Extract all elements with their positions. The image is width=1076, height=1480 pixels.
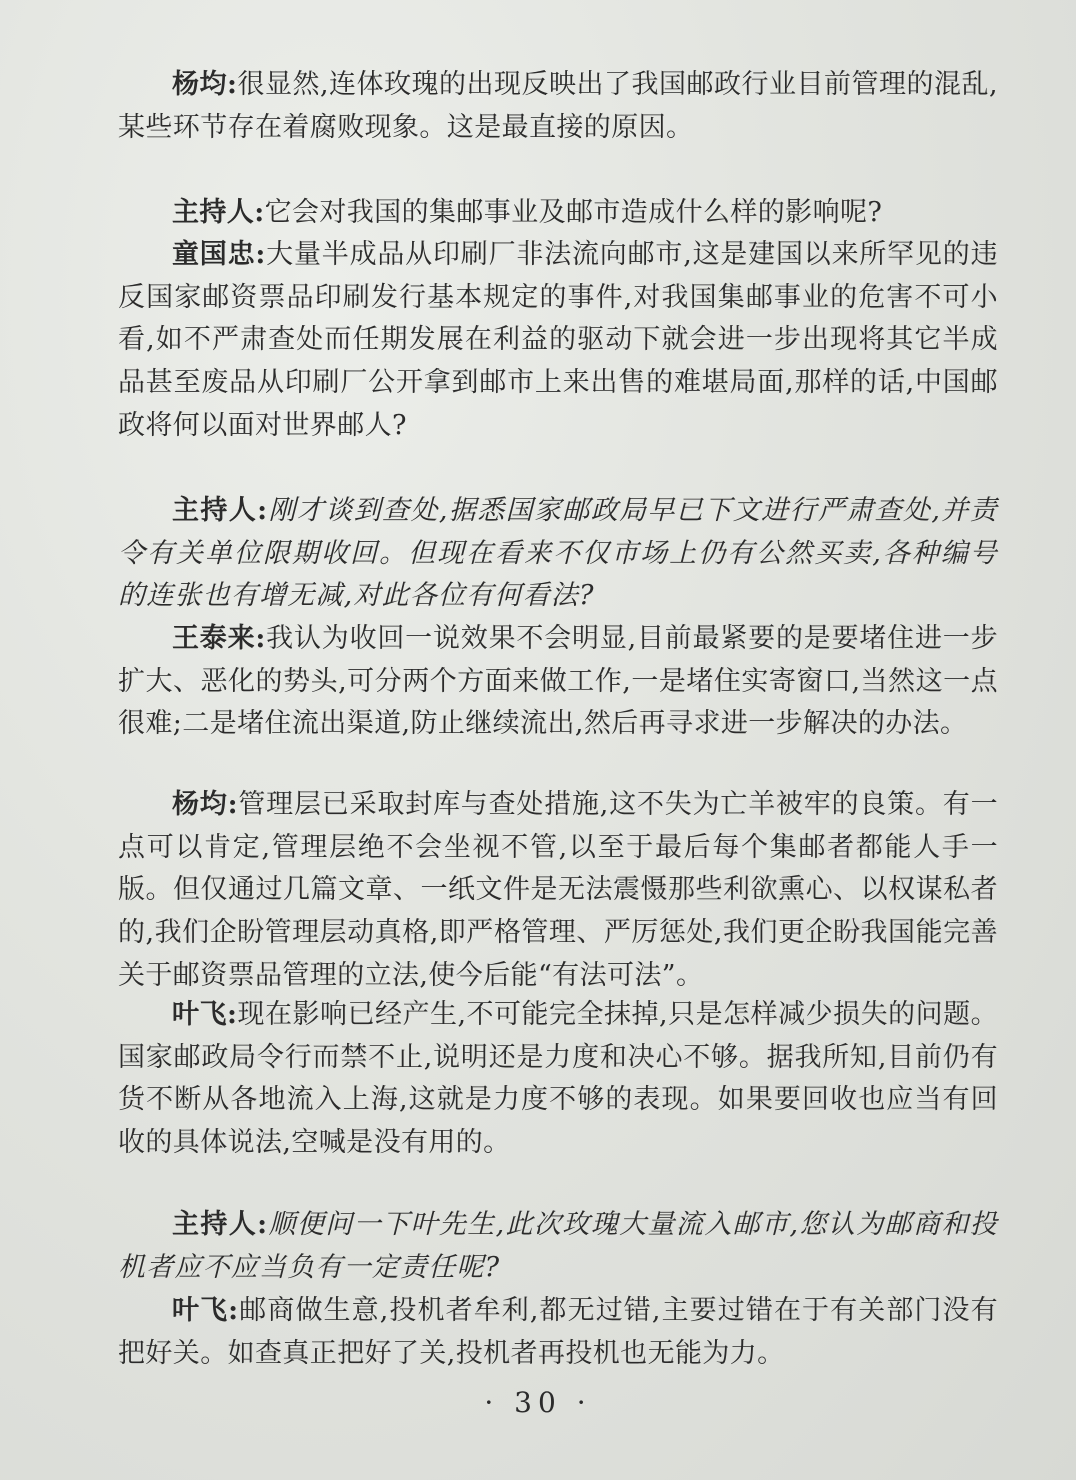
speaker-label: 叶飞: [172, 1295, 239, 1326]
paragraph-text: 我认为收回一说效果不会明显,目前最紧要的是要堵住进一步扩大、恶化的势头,可分两个方面来做工作,一是堵住实寄窗口,当然这一点很难;二是堵住流出渠道,防止继续流出,然后再寻求进一步解决的办法。 [118, 623, 998, 740]
speaker-label: 杨均: [172, 69, 238, 100]
paragraph-ye-fei-1 [118, 994, 998, 1165]
paragraph-text: 顺便问一下叶先生,此次玫瑰大量流入邮市,您认为邮商和投机者应不应当负有一定责任呢? [118, 1209, 998, 1283]
paragraph-host-2 [118, 490, 998, 618]
paragraph-text: 刚才谈到查处,据悉国家邮政局早已下文进行严肃查处,并责令有关单位限期收回。但现在看来不仅市场上仍有公然买卖,各种编号的连张也有增无减,对此各位有何看法? [118, 495, 998, 612]
paragraph-text: 大量半成品从印刷厂非法流向邮市,这是建国以来所罕见的违反国家邮资票品印刷发行基本规定的事件,对我国集邮事业的危害不可小看,如不严肃查处而任期发展在利益的驱动下就会进一步出现将其它半成品甚至废品从印刷厂公开拿到邮市上来出售的难堪局面,那样的话,中国邮政将何以面对世界邮人? [118, 239, 998, 441]
paragraph-text: 邮商做生意,投机者牟利,都无过错,主要过错在于有关部门没有把好关。如查真正把好了关,投机者再投机也无能为力。 [118, 1295, 998, 1369]
speaker-label: 杨均: [172, 789, 238, 820]
paragraph-yang-jun-1 [118, 64, 998, 149]
paragraph-host-1 [118, 192, 998, 235]
paragraph-ye-fei-2 [118, 1290, 998, 1375]
page-number: · 30 · [484, 1386, 592, 1419]
paragraph-text: 现在影响已经产生,不可能完全抹掉,只是怎样减少损失的问题。国家邮政局令行而禁不止,说明还是力度和决心不够。据我所知,目前仍有货不断从各地流入上海,这就是力度不够的表现。如果要回收也应当有回收的具体说法,空喊是没有用的。 [118, 999, 999, 1159]
paragraph-wang-tailai [118, 618, 998, 746]
paragraph-yang-jun-2 [118, 784, 998, 998]
speaker-label: 主持人: [172, 197, 265, 228]
paragraph-text: 管理层已采取封库与查处措施,这不失为亡羊被牢的良策。有一点可以肯定,管理层绝不会坐视不管,以至于最后每个集邮者都能人手一版。但仅通过几篇文章、一纸文件是无法震慑那些利欲熏心、以权谋私者的,我们企盼管理层动真格,即严格管理、严厉惩处,我们更企盼我国能完善关于邮资票品管理的立法,使今后能“有法可法”。 [118, 789, 999, 991]
paragraph-text: 很显然,连体玫瑰的出现反映出了我国邮政行业目前管理的混乱,某些环节存在着腐败现象。这是最直接的原因。 [118, 69, 999, 143]
paragraph-tong-guozhong [118, 234, 998, 448]
speaker-label: 叶飞: [172, 999, 238, 1030]
speaker-label: 童国忠: [172, 239, 266, 270]
speaker-label: 主持人: [172, 495, 269, 526]
speaker-label: 王泰来: [172, 623, 266, 654]
paragraph-text: 它会对我国的集邮事业及邮市造成什么样的影响呢? [264, 197, 883, 228]
paragraph-host-3 [118, 1204, 998, 1289]
speaker-label: 主持人: [172, 1209, 269, 1240]
